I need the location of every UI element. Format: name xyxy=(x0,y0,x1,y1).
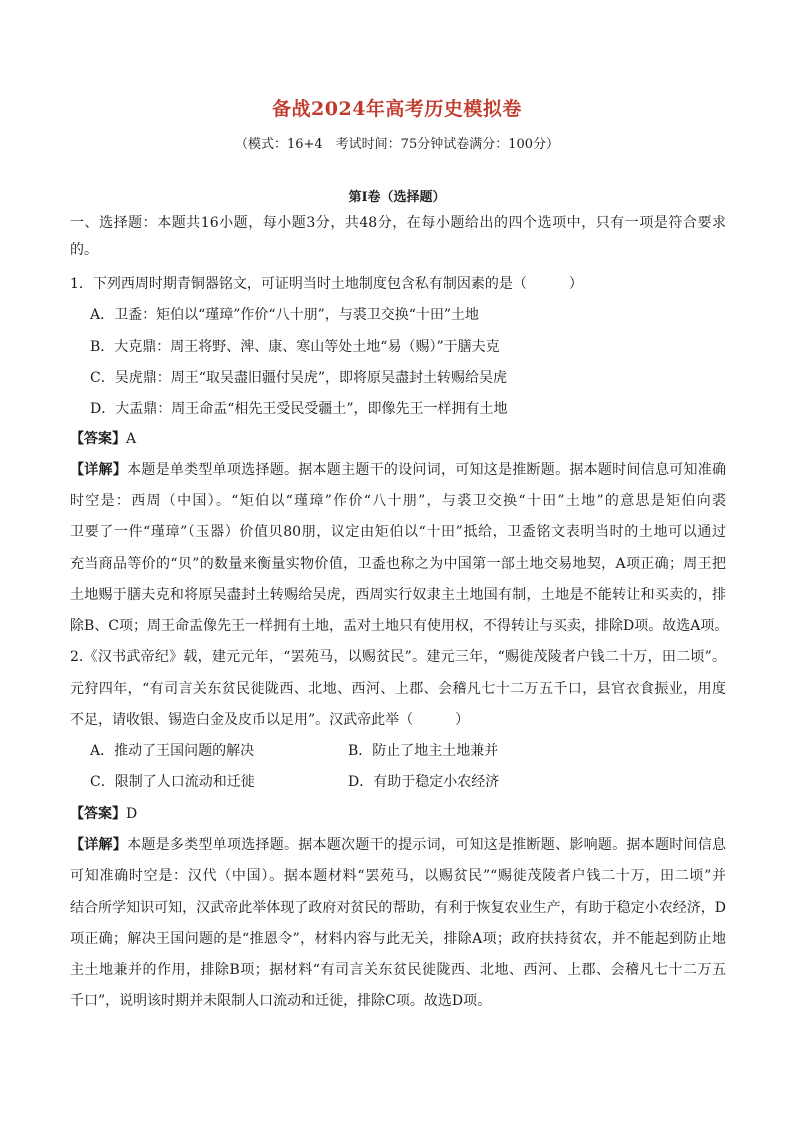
explain-line: 卫要了一件“瑾璋”（玉器）价值贝80朋，议定由矩伯以“十田”抵给，卫盉铭文表明当时的土地可以通过 xyxy=(70,524,726,540)
explain-line: 项正确；解决王国问题的是“推恩令”，材料内容与此无关，排除A项；政府扶持贫农，并不能起到防止地 xyxy=(70,931,726,947)
question-1-explanation xyxy=(70,460,726,480)
explain-line: 充当商品等价的“贝”的数量来衡量实物价值，卫盉也称之为中国第一部土地交易地契，A项正确；周王把 xyxy=(70,556,726,572)
section-title: 第I卷（选择题） xyxy=(348,190,446,205)
explain-line: 除B、C项；周王命盂像先王一样拥有土地，盂对土地只有使用权，不得转让与买卖，排除D项。故选A项。 xyxy=(70,618,729,634)
explain-line: 千口”，说明该时期并未限制人口流动和迁徙，排除C项。故选D项。 xyxy=(70,993,492,1009)
question-1-answer xyxy=(70,429,726,449)
question-2-option-b: B．防止了地主土地兼并 xyxy=(348,743,499,759)
question-1-option-d: D．大盂鼎：周王命盂“相先王受民受疆土”，即像先王一样拥有土地 xyxy=(90,401,508,417)
question-2-stem: 元狩四年，“有司言关东贫民徙陇西、北地、西河、上郡、会稽凡七十二万五千口，县官衣食振业，用度 xyxy=(70,681,726,697)
answer-label: 【答案】 xyxy=(70,806,126,822)
question-2-stem: 2.《汉书武帝纪》载，建元元年，“罢苑马，以赐贫民”。建元三年，“赐徙茂陵者户钱二十万，田二顷”。 xyxy=(70,649,726,665)
explain-line: 主土地兼并的作用，排除B项；据材料“有司言关东贫民徙陇西、北地、西河、上郡、会稽凡七十二万五 xyxy=(70,962,726,978)
question-2-option-c: C．限制了人口流动和迁徙 xyxy=(90,774,255,790)
explain-label: 【详解】 xyxy=(70,462,128,478)
explain-line: 结合所学知识可知，汉武帝此举体现了政府对贫民的帮助，有利于恢复农业生产，有助于稳定小农经济，D xyxy=(70,900,726,916)
explain-text: 本题是多类型单项选择题。据本题次题干的提示词，可知这是推断题、影响题。据本题时间信息 xyxy=(127,837,727,853)
explain-label: 【详解】 xyxy=(70,837,128,853)
question-2-option-d: D．有助于稳定小农经济 xyxy=(348,774,500,790)
explain-line: 时空是：西周（中国）。“矩伯以“瑾璋”作价“八十朋”，与裘卫交换“十田”土地”的意思是矩伯向裘 xyxy=(70,493,726,509)
explain-line: 土地赐于膳夫克和将原吴盡封土转赐给吴虎，西周实行奴隶主土地国有制，土地是不能转让和买卖的，排 xyxy=(70,587,726,603)
explain-line: 可知准确时空是：汉代（中国）。据本题材料“罢苑马，以赐贫民”“赐徙茂陵者户钱二十万，田二顷”并 xyxy=(70,868,726,884)
instructions-line: 一、选择题：本题共16小题，每小题3分，共48分，在每小题给出的四个选项中，只有一项是符合要求 xyxy=(70,215,726,231)
question-2-option-a: A．推动了王国问题的解决 xyxy=(90,743,255,759)
answer-value: D xyxy=(126,806,138,822)
question-2-explanation xyxy=(70,835,726,855)
question-2-stem: 不足，请收银、锡造白金及皮币以足用”。汉武帝此举（ ） xyxy=(70,712,470,728)
question-1-stem: 1．下列西周时期青铜器铭文，可证明当时土地制度包含私有制因素的是（ ） xyxy=(70,276,583,292)
exam-title: 备战2024年高考历史模拟卷 xyxy=(272,98,522,120)
question-1-option-c: C．吴虎鼎：周王“取吴盡旧疆付吴虎”，即将原吴盡封土转赐给吴虎 xyxy=(90,370,508,386)
question-1-option-a: A．卫盉：矩伯以“瑾璋”作价“八十朋”，与裘卫交换“十田”土地 xyxy=(90,307,480,323)
instructions-line: 的。 xyxy=(70,242,98,258)
exam-subtitle: （模式：16+4 考试时间：75分钟试卷满分：100分） xyxy=(234,137,560,152)
answer-value: A xyxy=(126,431,137,447)
explain-text: 本题是单类型单项选择题。据本题主题干的设问词，可知这是推断题。据本题时间信息可知准确 xyxy=(127,462,727,478)
answer-label: 【答案】 xyxy=(70,431,126,447)
question-1-option-b: B．大克鼎：周王将野、渒、康、寒山等处土地“易（赐）”于膳夫克 xyxy=(90,339,500,355)
question-2-answer xyxy=(70,804,726,824)
